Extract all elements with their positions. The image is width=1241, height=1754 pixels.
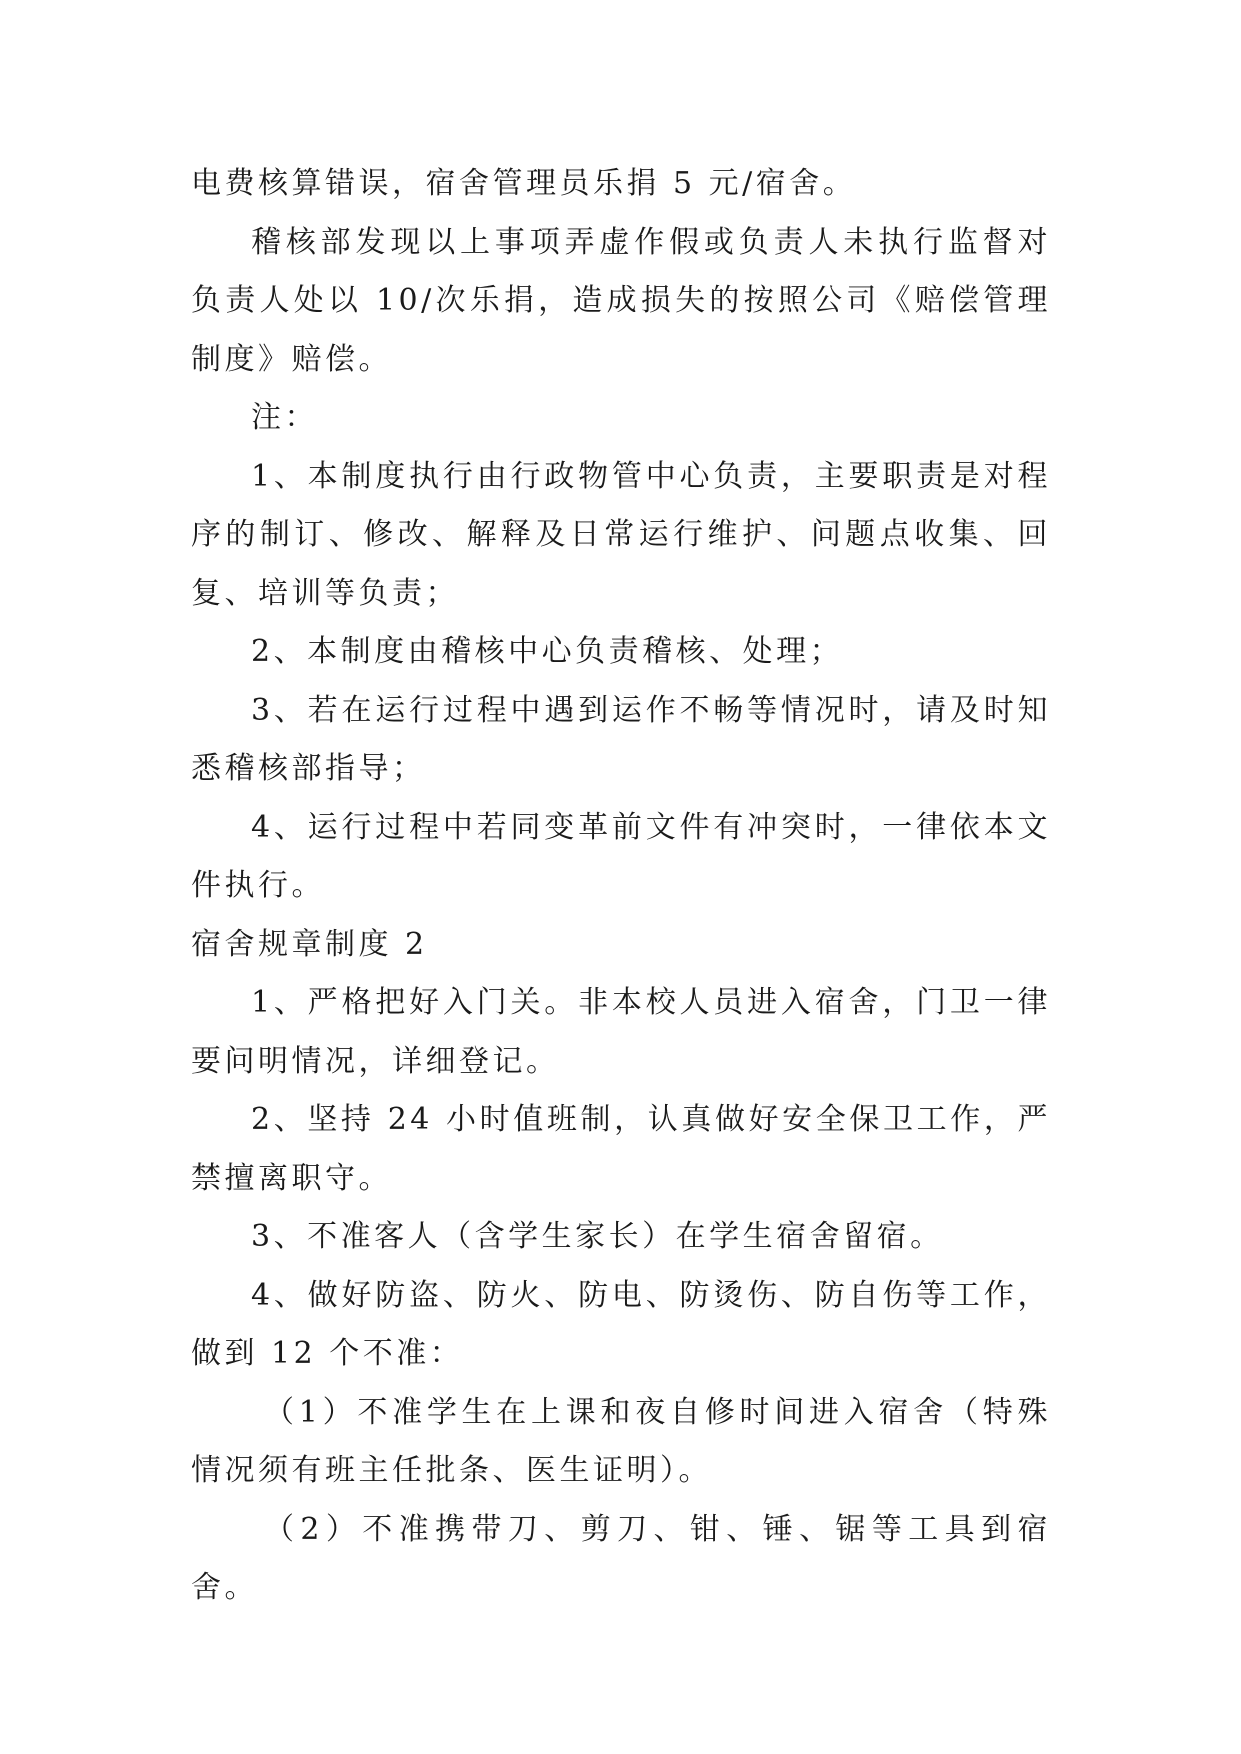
- paragraph-subrule-1: （1）不准学生在上课和夜自修时间进入宿舍（特殊情况须有班主任批条、医生证明）。: [191, 1394, 1051, 1488]
- paragraph-rule-2: 2、坚持 24 小时值班制，认真做好安全保卫工作，严禁擅离职守。: [191, 1102, 1051, 1196]
- paragraph-note-3: 3、若在运行过程中遇到运作不畅等情况时，请及时知悉稽核部指导；: [191, 692, 1051, 786]
- document-page: [191, 155, 1051, 1618]
- paragraph-subrule-2: （2）不准携带刀、剪刀、钳、锤、锯等工具到宿舍。: [191, 1511, 1051, 1605]
- paragraph-electricity-fee: 电费核算错误，宿舍管理员乐捐 5 元/宿舍。: [191, 166, 857, 201]
- paragraph-note-label: 注：: [251, 400, 318, 435]
- paragraph-note-2: 2、本制度由稽核中心负责稽核、处理；: [251, 634, 844, 669]
- paragraph-rule-1: 1、严格把好入门关。非本校人员进入宿舍，门卫一律要问明情况，详细登记。: [191, 985, 1051, 1079]
- paragraph-rule-4: 4、做好防盗、防火、防电、防烫伤、防自伤等工作，做到 12 个不准：: [191, 1277, 1051, 1371]
- paragraph-note-1: 1、本制度执行由行政物管中心负责，主要职责是对程序的制订、修改、解释及日常运行维护、问题点收集、回复、培训等负责；: [191, 458, 1051, 611]
- paragraph-note-4: 4、运行过程中若同变革前文件有冲突时，一律依本文件执行。: [191, 809, 1051, 903]
- section-heading: 宿舍规章制度 2: [191, 926, 428, 962]
- paragraph-rule-3: 3、不准客人（含学生家长）在学生宿舍留宿。: [251, 1219, 944, 1254]
- paragraph-audit-penalty: 稽核部发现以上事项弄虚作假或负责人未执行监督对负责人处以 10/次乐捐，造成损失的按照公司《赔偿管理制度》赔偿。: [191, 224, 1051, 377]
